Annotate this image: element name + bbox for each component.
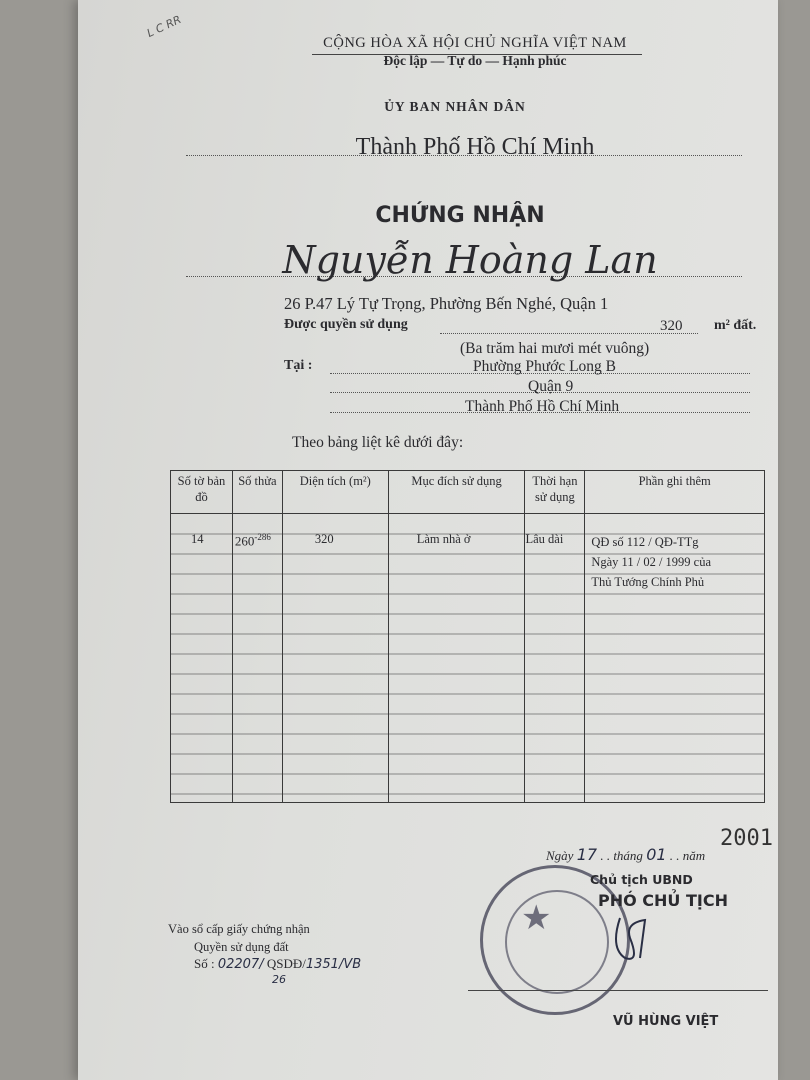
header-parcel: Số thửa: [232, 471, 282, 514]
signature: [600, 908, 660, 968]
certificate-title: CHỨNG NHẬN: [375, 203, 545, 228]
header-map-sheet: Số tờ bản đồ: [171, 471, 233, 514]
position-2: PHÓ CHỦ TỊCH: [598, 891, 728, 910]
date-year: 2001: [720, 826, 773, 851]
holder-address: 26 P.47 Lý Tự Trọng, Phường Bến Nghé, Quận 1: [284, 294, 609, 313]
header-notes: Phần ghi thêm: [585, 471, 765, 514]
cell-notes: QĐ số 112 / QĐ-TTg Ngày 11 / 02 / 1999 của Thủ Tướng Chính Phủ: [591, 535, 712, 589]
area-words: (Ba trăm hai mươi mét vuông): [460, 340, 650, 357]
location-city: Thành Phố Hồ Chí Minh: [465, 398, 620, 415]
authority-label: ỦY BAN NHÂN DÂN: [384, 99, 526, 114]
header-area: Diện tích (m²): [282, 471, 388, 514]
nation-title: CỘNG HÒA XÃ HỘI CHỦ NGHĨA VIỆT NAM: [323, 35, 627, 51]
margin-note: L C RR: [144, 12, 184, 41]
location-ward: Phường Phước Long B: [473, 358, 616, 375]
location-label: Tại :: [284, 358, 313, 373]
right-label: Được quyền sử dụng: [284, 317, 408, 332]
location-district: Quận 9: [528, 378, 574, 395]
table-intro: Theo bảng liệt kê dưới đây:: [292, 434, 464, 451]
area-unit: m² đất.: [714, 318, 757, 333]
registry-line-2: Quyền sử dụng đất: [194, 940, 289, 954]
motto: Độc lập — Tự do — Hạnh phúc: [383, 53, 567, 68]
area-value: 320: [660, 318, 683, 334]
header-term: Thời hạn sử dụng: [525, 471, 585, 514]
header-purpose: Mục đích sử dụng: [388, 471, 525, 514]
authority-city: Thành Phố Hồ Chí Minh: [355, 134, 595, 160]
cell-map-sheet: 14: [191, 532, 204, 546]
signer-name: VŨ HÙNG VIỆT: [613, 1014, 719, 1029]
cell-area: 320: [314, 532, 334, 546]
registry-number: Số : 02207/ QSDĐ/1351/VB: [194, 956, 362, 972]
date-line: Ngày 17 . . tháng 01 . . năm: [546, 845, 706, 864]
position-1: Chủ tịch UBND: [590, 872, 693, 887]
registry-number-sub: 26: [272, 973, 286, 986]
registry-line-1: Vào sổ cấp giấy chứng nhận: [168, 922, 310, 936]
cell-parcel: $260^{-286}$: [234, 532, 271, 549]
cell-purpose: Làm nhà ở: [416, 532, 471, 546]
cell-term: Lâu dài: [525, 532, 564, 546]
land-table: [170, 470, 765, 803]
holder-name: Nguyễn Hoàng Lan: [282, 238, 658, 282]
signature-line: [468, 990, 768, 991]
official-seal: ★: [480, 865, 630, 1015]
table-row: [171, 514, 765, 803]
